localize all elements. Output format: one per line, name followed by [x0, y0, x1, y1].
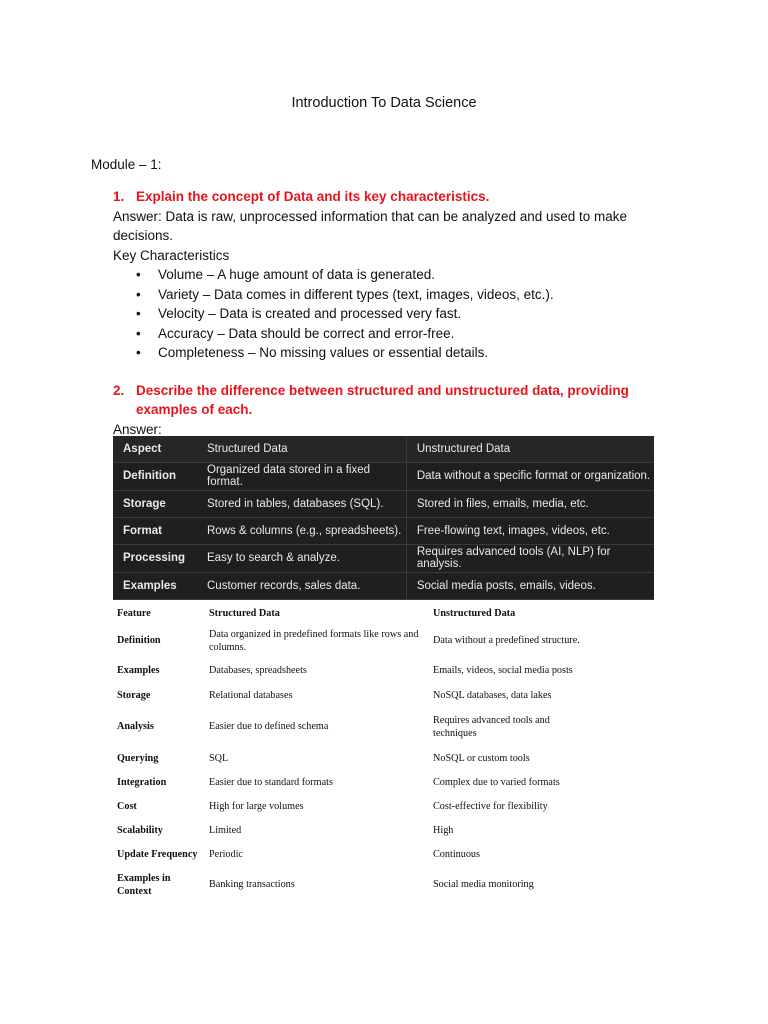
table-row: [113, 843, 593, 867]
table-cell: Limited: [209, 825, 242, 837]
table-cell: Requires advanced tools (AI, NLP) for analysis.: [406, 545, 654, 572]
table-row: [113, 867, 593, 903]
list-item: • Velocity – Data is created and processed very fast.: [113, 304, 653, 324]
table-cell: Social media monitoring: [433, 879, 534, 891]
table-row: [113, 819, 593, 843]
document-title: Introduction To Data Science: [291, 95, 477, 111]
table-cell: Rows & columns (e.g., spreadsheets).: [197, 517, 406, 544]
table-cell: Analysis: [117, 721, 154, 733]
table-cell: Requires advanced tools and techniques: [433, 714, 550, 739]
table-cell: Integration: [117, 777, 167, 789]
table-cell: NoSQL databases, data lakes: [433, 690, 552, 702]
table-cell: Definition: [117, 635, 161, 647]
answer-label: Answer:: [113, 421, 162, 437]
table-cell: Data organized in predefined formats like rows and columns.: [209, 628, 419, 653]
key-characteristics-heading: Key Characteristics: [113, 247, 230, 263]
table-header: Unstructured Data: [406, 436, 654, 463]
table-cell: Examples: [117, 665, 160, 677]
table-cell: Social media posts, emails, videos.: [406, 572, 654, 599]
table-cell: Storage: [117, 690, 151, 702]
table-row: [113, 625, 593, 657]
list-item: • Volume – A huge amount of data is generated.: [113, 265, 653, 285]
answer-text: Answer: Data is raw, unprocessed information that can be analyzed and used to make decisions.: [113, 208, 628, 243]
table-cell: Data without a predefined structure.: [433, 635, 580, 647]
list-item: • Variety – Data comes in different types (text, images, videos, etc.).: [113, 285, 653, 305]
table-row: [113, 795, 593, 819]
table-cell: Format: [113, 517, 197, 544]
list-item: • Accuracy – Data should be correct and error-free.: [113, 324, 653, 344]
question-text: Describe the difference between structured and unstructured data, providing examples of each.: [136, 382, 629, 417]
table-cell: Storage: [113, 490, 197, 517]
table-header-row: [113, 603, 593, 625]
table-cell: Periodic: [209, 849, 243, 861]
table-cell: Emails, videos, social media posts: [433, 665, 573, 677]
table-cell: High: [433, 825, 454, 837]
table-header: Structured Data: [209, 608, 280, 620]
table-row: [113, 747, 593, 771]
table-row: [113, 685, 593, 707]
table-cell: Relational databases: [209, 690, 293, 702]
list-item: • Completeness – No missing values or essential details.: [113, 343, 653, 363]
table-cell: Customer records, sales data.: [197, 572, 406, 599]
table-cell: Easier due to defined schema: [209, 721, 329, 733]
table-cell: Cost-effective for flexibility: [433, 801, 548, 813]
table-cell: Scalability: [117, 825, 163, 837]
table-cell: Update Frequency: [117, 849, 198, 861]
characteristics-list: [113, 265, 653, 363]
table-cell: NoSQL or custom tools: [433, 753, 530, 765]
question-2: [113, 381, 653, 420]
table-cell: Stored in files, emails, media, etc.: [406, 490, 654, 517]
table-cell: Banking transactions: [209, 879, 295, 891]
table-header-row: [113, 436, 654, 463]
question-number: 2.: [113, 382, 125, 398]
table-row: [113, 657, 593, 685]
table-cell: Free-flowing text, images, videos, etc.: [406, 517, 654, 544]
table-cell: Continuous: [433, 849, 480, 861]
question-text: Explain the concept of Data and its key characteristics.: [136, 189, 490, 204]
light-comparison-table: [113, 603, 593, 903]
question-number: 1.: [113, 189, 125, 204]
table-cell: Processing: [113, 545, 197, 572]
table-cell: Definition: [113, 463, 197, 490]
table-cell: Examples in Context: [117, 872, 171, 897]
module-label: Module – 1:: [91, 157, 162, 172]
table-row: [113, 572, 654, 599]
table-cell: Data without a specific format or organization.: [406, 463, 654, 490]
table-cell: Cost: [117, 801, 137, 813]
table-cell: Stored in tables, databases (SQL).: [197, 490, 406, 517]
table-cell: Easy to search & analyze.: [197, 545, 406, 572]
table-cell: Complex due to varied formats: [433, 777, 560, 789]
table-row: [113, 517, 654, 544]
table-cell: Databases, spreadsheets: [209, 665, 307, 677]
table-cell: Easier due to standard formats: [209, 777, 333, 789]
table-row: [113, 771, 593, 795]
table-header: Aspect: [113, 436, 197, 463]
table-row: [113, 463, 654, 490]
document-body: [113, 187, 653, 439]
table-cell: Organized data stored in a fixed format.: [197, 463, 406, 490]
table-header: Unstructured Data: [433, 608, 516, 620]
table-header: Structured Data: [197, 436, 406, 463]
table-row: [113, 545, 654, 572]
table-cell: SQL: [209, 753, 229, 765]
dark-comparison-table: [113, 436, 654, 600]
table-cell: Querying: [117, 753, 159, 765]
question-1: [113, 187, 653, 207]
table-cell: Examples: [113, 572, 197, 599]
table-row: [113, 707, 593, 747]
table-cell: High for large volumes: [209, 801, 304, 813]
table-row: [113, 490, 654, 517]
table-header: Feature: [117, 608, 151, 620]
